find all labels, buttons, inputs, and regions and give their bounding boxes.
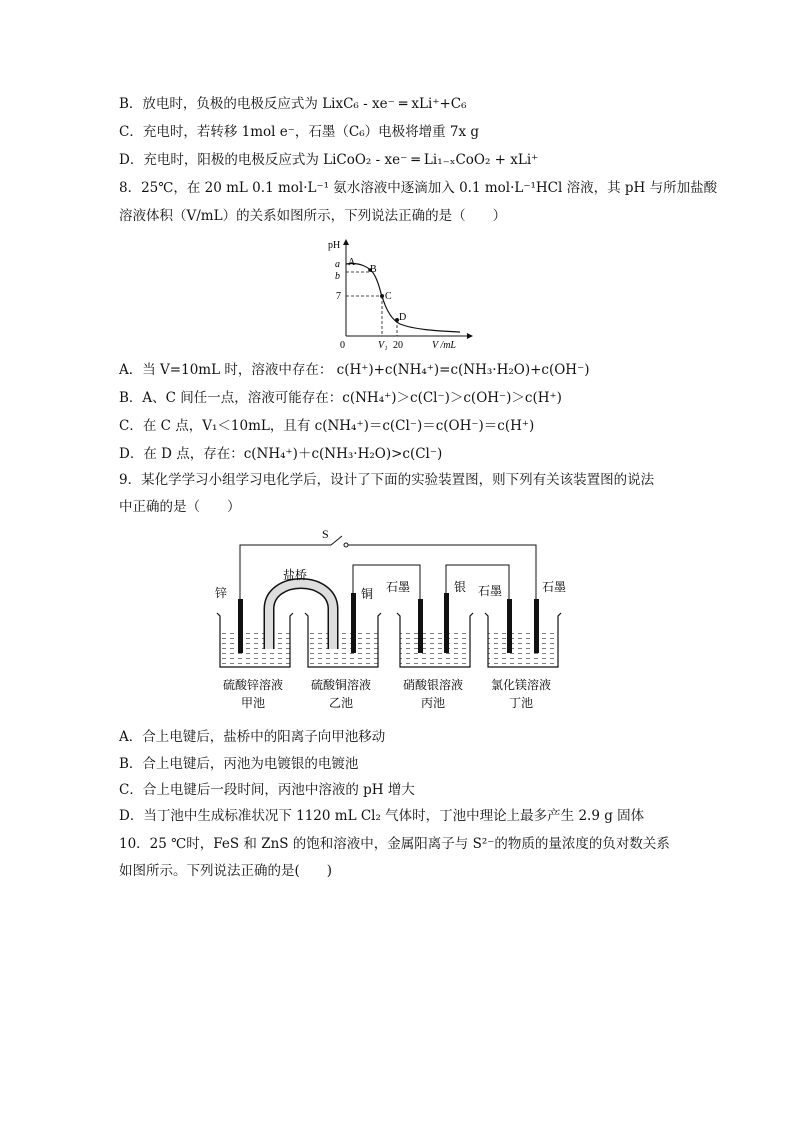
q7-option-b: B．放电时，负极的电极反应式为 LixC₆ - xe⁻ ═ xLi⁺+C₆ xyxy=(119,96,467,112)
q8-stem-line-1: 8．25℃，在 20 mL 0.1 mol·L⁻¹ 氨水溶液中逐滴加入 0.1 mol·L⁻¹HCl 溶液，其 pH 与所加盐酸 xyxy=(119,180,718,196)
graphite-label-3: 石墨 xyxy=(542,580,567,594)
copper-electrode xyxy=(351,593,356,653)
beaker-3-name: 丙池 xyxy=(421,696,446,710)
ph-point-c-label: C xyxy=(385,291,392,302)
ph-titration-graph xyxy=(320,236,480,352)
ph-point-a-label: A xyxy=(348,257,356,268)
q10-stem-line-1: 10．25 ℃时，FeS 和 ZnS 的饱和溶液中，金属阳离子与 S²⁻的物质的量浓度的负对数关系 xyxy=(119,836,670,852)
q9-option-c: C．合上电键后一段时间，丙池中溶液的 pH 增大 xyxy=(119,782,415,798)
switch-s[interactable] xyxy=(331,536,342,545)
switch-label: S xyxy=(322,527,329,541)
graphite-label-2: 石墨 xyxy=(478,584,503,598)
external-wire-right xyxy=(348,545,536,599)
switch-contact xyxy=(344,543,348,547)
graphite-electrode-ding-right xyxy=(534,599,539,653)
ph-tick-20: 20 xyxy=(393,340,403,351)
zinc-electrode xyxy=(238,599,243,653)
ph-point-c-marker xyxy=(380,294,384,298)
beaker-2-name: 乙池 xyxy=(329,696,354,710)
graphite-label-1: 石墨 xyxy=(386,580,411,594)
ph-x-axis-label: V /mL xyxy=(432,340,456,351)
beaker-ding xyxy=(485,613,561,667)
q9-stem-line-1: 9．某化学学习小组学习电化学后，设计了下面的实验装置图，则下列有关该装置图的说法 xyxy=(119,472,655,488)
beaker-4-name: 丁池 xyxy=(509,696,534,710)
silver-label: 银 xyxy=(454,580,467,594)
ph-tick-b: b xyxy=(335,271,340,282)
q9-option-b: B．合上电键后，丙池为电镀银的电镀池 xyxy=(119,756,359,772)
silver-electrode xyxy=(444,593,449,653)
ph-point-b-label: B xyxy=(370,264,377,275)
copper-label: 铜 xyxy=(361,587,374,601)
q9-option-d: D．当丁池中生成标准状况下 1120 mL Cl₂ 气体时，丁池中理论上最多产生 2.9 g 固体 xyxy=(119,808,645,824)
q9-option-a: A．合上电键后，盐桥中的阳离子向甲池移动 xyxy=(119,729,386,745)
electrochemistry-apparatus xyxy=(205,521,585,717)
ph-point-d-label: D xyxy=(399,312,407,323)
graphite-electrode-ding-left xyxy=(507,599,512,653)
ph-origin-label: 0 xyxy=(340,340,345,351)
salt-bridge-label: 盐桥 xyxy=(283,568,308,582)
ph-tick-a: a xyxy=(335,259,340,270)
zinc-label: 锌 xyxy=(215,586,228,600)
beaker-3-solution: 硝酸银溶液 xyxy=(403,678,464,692)
q10-stem-line-2: 如图所示。下列说法正确的是( ) xyxy=(119,863,333,879)
beaker-4-solution: 氯化镁溶液 xyxy=(491,678,552,692)
beaker-1-name: 甲池 xyxy=(241,696,266,710)
q8-option-c: C．在 C 点，V₁＜10mL，且有 c(NH₄⁺)＝c(Cl⁻)＝c(OH⁻)＝c(H⁺) xyxy=(119,418,535,434)
q8-stem-line-2: 溶液体积（V/mL）的关系如图所示，下列说法正确的是（ ） xyxy=(119,208,507,224)
q9-stem-line-2: 中正确的是（ ） xyxy=(119,499,241,515)
beaker-1-solution: 硫酸锌溶液 xyxy=(223,678,284,692)
ph-tick-7: 7 xyxy=(336,291,341,302)
ph-y-axis-label: pH xyxy=(328,240,341,251)
beaker-2-solution: 硫酸铜溶液 xyxy=(311,678,372,692)
beaker-jia xyxy=(217,613,293,667)
q7-option-c: C．充电时，若转移 1mol e⁻，石墨（C₆）电极将增重 7x g xyxy=(119,124,480,140)
q8-option-a: A．当 V=10mL 时，溶液中存在： c(H⁺)+c(NH₄⁺)=c(NH₃·H₂O)+c(OH⁻) xyxy=(119,362,590,378)
ph-tick-v1: V₁ xyxy=(378,340,388,351)
graphite-electrode-bing xyxy=(418,599,423,653)
q8-option-d: D．在 D 点，存在：c(NH₄⁺)＋c(NH₃·H₂O)>c(Cl⁻) xyxy=(119,446,443,462)
beaker-yi xyxy=(305,613,381,667)
q8-option-b: B．A、C 间任一点，溶液可能存在：c(NH₄⁺)＞c(Cl⁻)＞c(OH⁻)＞c(H⁺) xyxy=(119,390,562,406)
beaker-bing xyxy=(397,613,473,667)
q7-option-d: D．充电时，阳极的电极反应式为 LiCoO₂ - xe⁻ ═ Li₁₋ₓCoO₂ + xLi⁺ xyxy=(119,152,539,168)
